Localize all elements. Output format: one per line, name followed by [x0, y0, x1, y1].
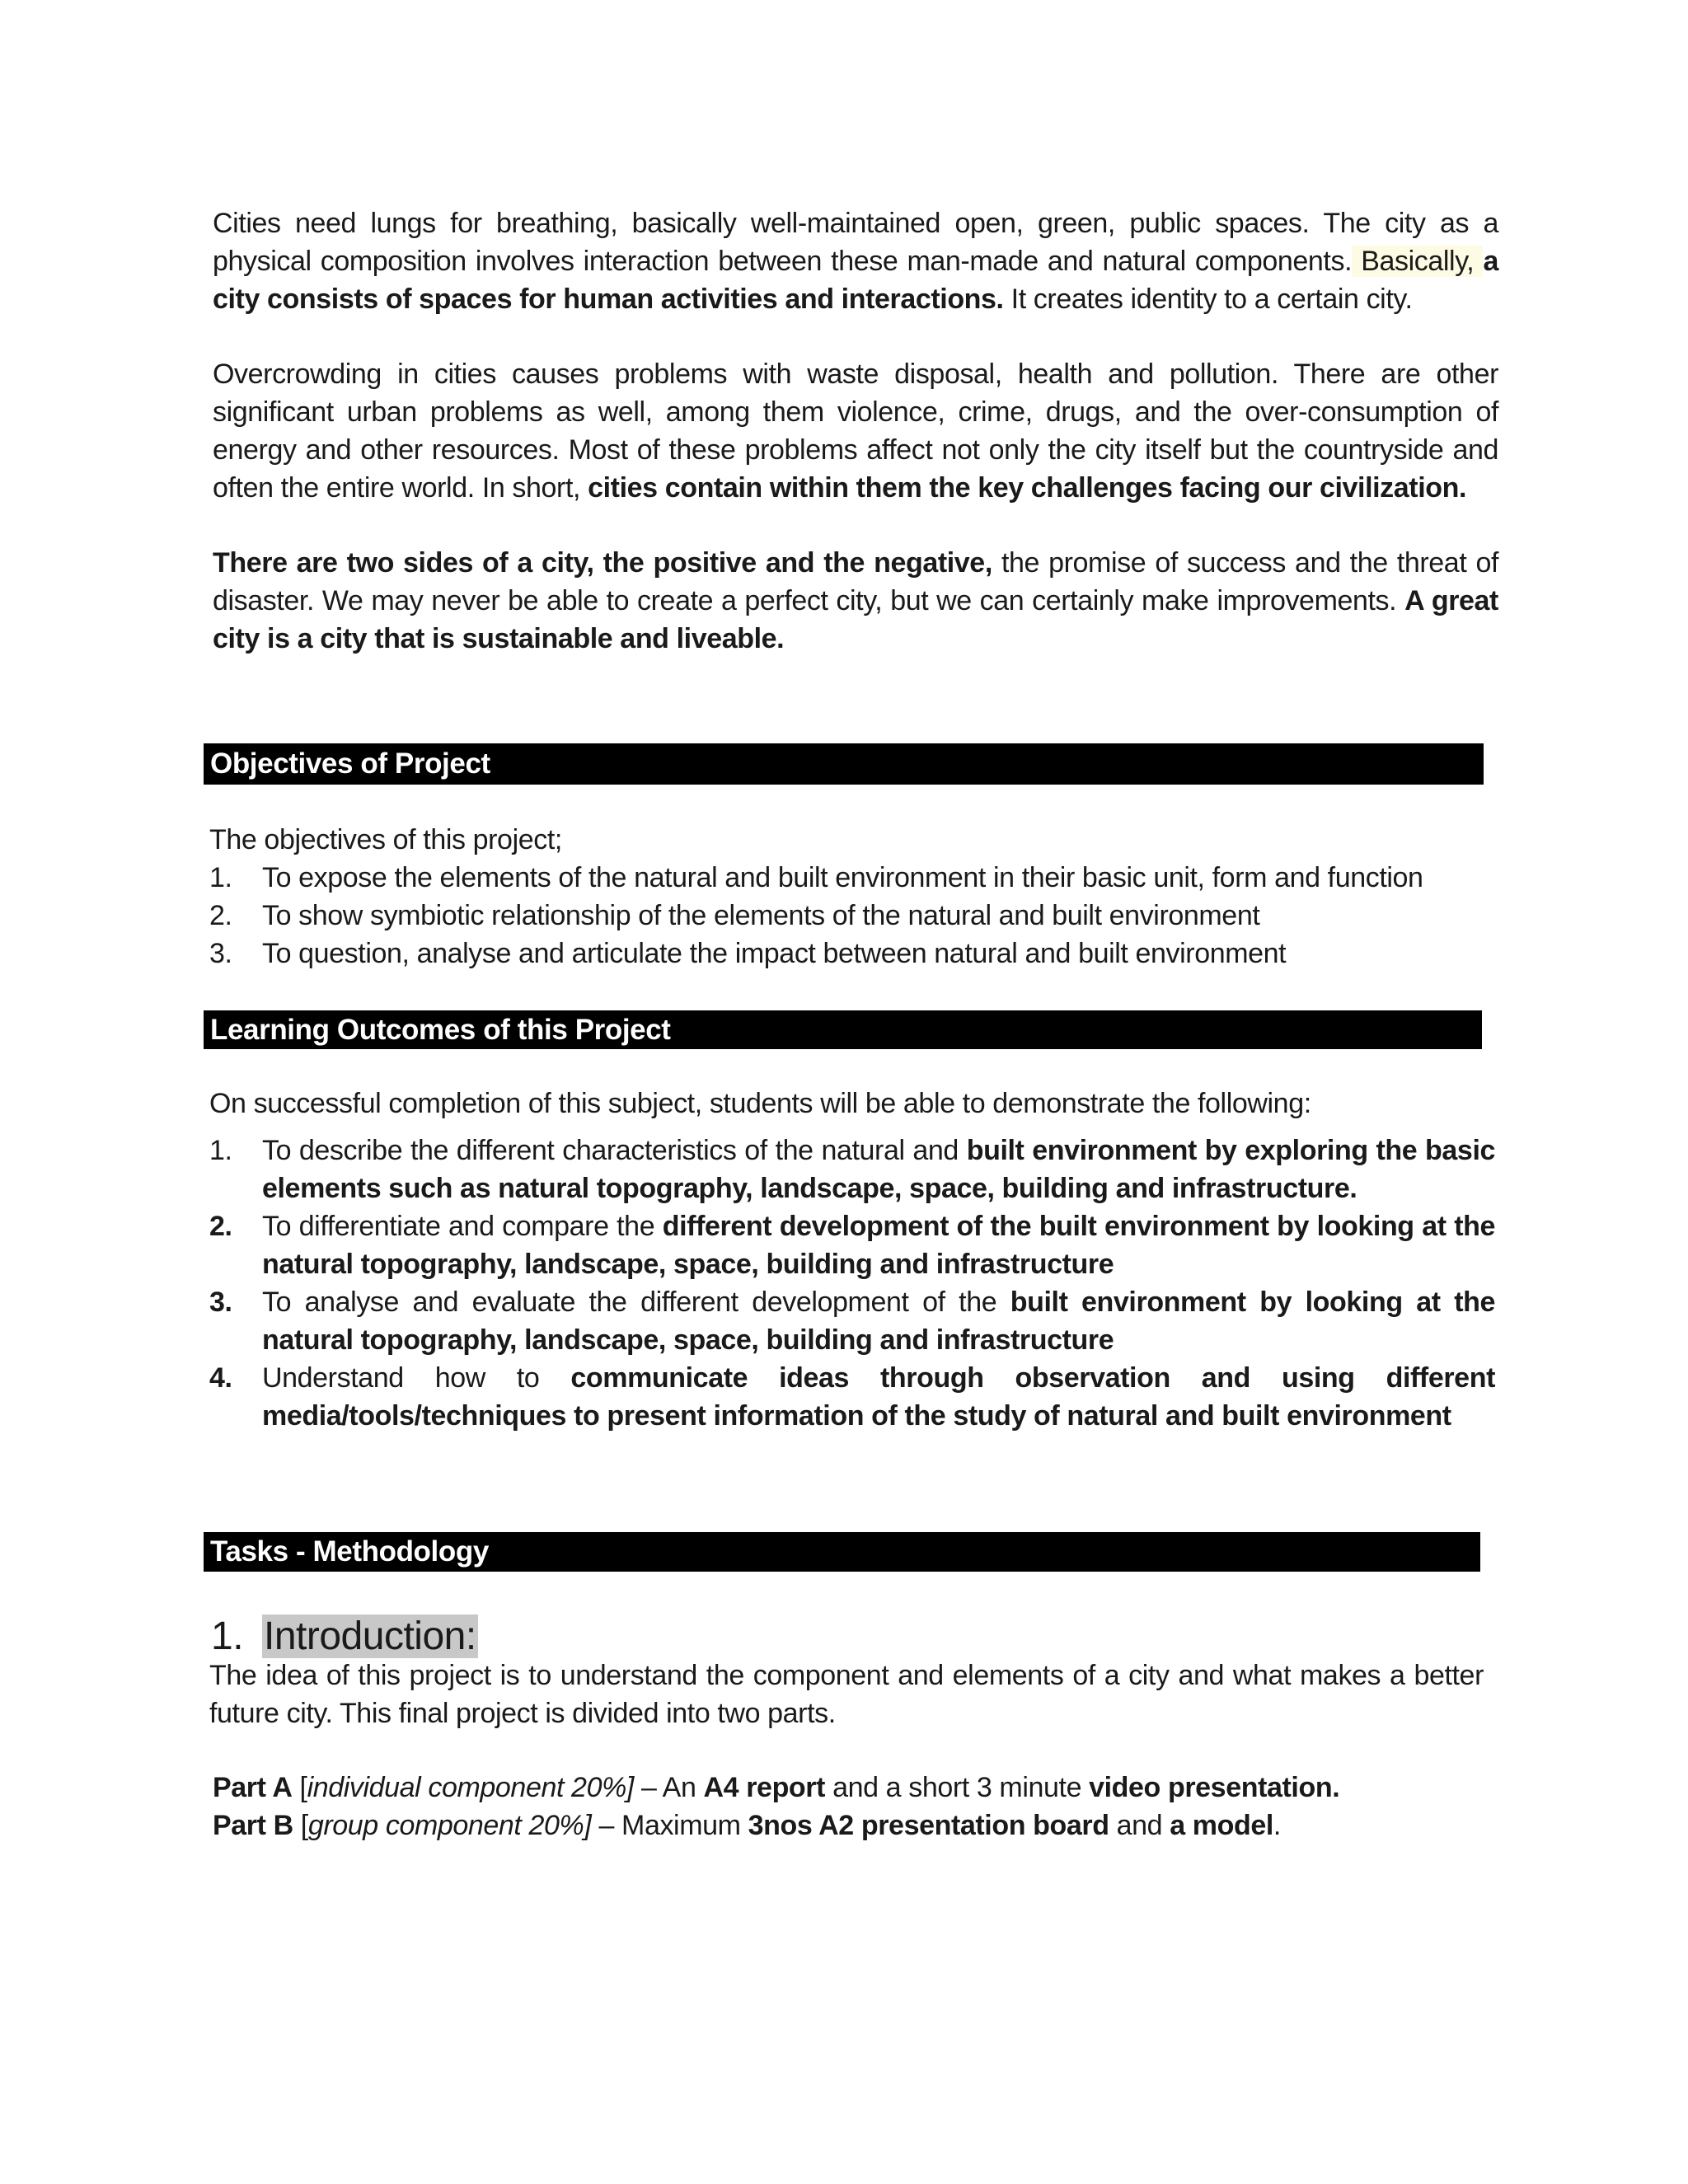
list-item-number: 1.	[209, 1135, 232, 1166]
list-item-number: 2.	[209, 900, 232, 931]
list-item-bold: built environment by looking at the natural topography, landscape, space, building and infrastructure	[262, 1286, 1495, 1356]
list-item	[209, 859, 1495, 897]
list-item-plain: Understand how to	[262, 1362, 571, 1394]
list-item	[209, 1359, 1495, 1435]
part-a-video: video presentation.	[1089, 1772, 1340, 1803]
list-item-plain: To describe the different characteristics of the natural and	[262, 1135, 967, 1166]
list-item-number: 1.	[209, 862, 232, 893]
part-a-component: individual component 20%]	[307, 1772, 634, 1803]
list-item-number: 2.	[209, 1211, 232, 1242]
list-item	[209, 897, 1495, 935]
list-item-number: 3.	[209, 1286, 232, 1318]
part-b-model: a model	[1170, 1810, 1273, 1841]
list-item-number: 4.	[209, 1362, 232, 1394]
part-b-dash: – Maximum	[591, 1810, 748, 1841]
learning-outcomes-list	[209, 1132, 1495, 1435]
objectives-heading: Objectives of Project	[204, 743, 1484, 785]
list-item-bold: communicate ideas through observation and using different media/tools/techniques to present information of the study of natural and built environment	[262, 1362, 1495, 1432]
intro-paragraph-2	[213, 355, 1498, 507]
list-item	[209, 1283, 1495, 1359]
part-b-mid: and	[1109, 1810, 1170, 1841]
part-a-label: Part A	[213, 1772, 293, 1803]
part-b-component: group component 20%]	[307, 1810, 592, 1841]
part-b-end: .	[1273, 1810, 1281, 1841]
part-a-mid: and a short 3 minute	[825, 1772, 1090, 1803]
list-item-plain: To differentiate and compare the	[262, 1211, 663, 1242]
intro-paragraph-1	[213, 204, 1498, 318]
list-item-number: 3.	[209, 938, 232, 969]
list-item-bold: built environment by exploring the basic elements such as natural topography, landscape, space, building and infrastructure.	[262, 1135, 1496, 1204]
part-b-label: Part B	[213, 1810, 293, 1841]
p3-bold-two-sides: There are two sides of a city, the positive and the negative,	[213, 547, 992, 579]
list-item-text: To show symbiotic relationship of the elements of the natural and built environment	[262, 900, 1260, 931]
p3-bold-great-city: A great city is a city that is sustainable and liveable.	[213, 585, 1498, 654]
p1-sentence-end: It creates identity to a certain city.	[1003, 284, 1413, 315]
tasks-heading: Tasks - Methodology	[204, 1532, 1480, 1572]
list-item	[209, 1132, 1495, 1207]
objectives-lead: The objectives of this project;	[209, 824, 562, 855]
p1-basically: Basically,	[1352, 246, 1484, 277]
p1-sentence-1: Cities need lungs for breathing, basically well-maintained open, green, public spaces. The city as a physical composition involves interaction between these man-made and natural components.	[213, 208, 1498, 277]
learning-outcomes-heading: Learning Outcomes of this Project	[204, 1010, 1482, 1049]
intro-paragraph-3	[213, 544, 1498, 658]
learning-outcomes-lead: On successful completion of this subject, students will be able to demonstrate the following:	[209, 1088, 1311, 1119]
part-a-line	[213, 1769, 1339, 1807]
section-number: 1.	[211, 1615, 244, 1658]
part-b-line	[213, 1807, 1281, 1844]
introduction-text: The idea of this project is to understand the component and elements of a city and what makes a better future city. This final project is divided into two parts.	[209, 1660, 1484, 1729]
section-title: Introduction:	[264, 1615, 476, 1658]
list-item-text: To expose the elements of the natural and built environment in their basic unit, form and function	[262, 862, 1423, 893]
list-item-plain: To analyse and evaluate the different development of the	[262, 1286, 1010, 1318]
list-item	[209, 1207, 1495, 1283]
section-introduction-heading	[211, 1612, 478, 1661]
objectives-list	[209, 859, 1495, 972]
part-b-open: [	[293, 1810, 308, 1841]
list-item-text: To question, analyse and articulate the impact between natural and built environment	[262, 938, 1287, 969]
list-item-bold: different development of the built environment by looking at the natural topography, landscape, space, building and infrastructure	[262, 1211, 1495, 1280]
part-b-board: 3nos A2 presentation board	[748, 1810, 1109, 1841]
part-a-open: [	[292, 1772, 307, 1803]
p1-bold-city-definition: a city consists of spaces for human activities and interactions.	[213, 246, 1498, 315]
part-a-dash: – An	[633, 1772, 704, 1803]
p2-bold-challenges: cities contain within them the key challenges facing our civilization.	[588, 472, 1467, 504]
p3-text: the promise of success and the threat of disaster. We may never be able to create a perfect city, but we can certainly make improvements.	[213, 547, 1499, 616]
list-item	[209, 935, 1495, 972]
p2-text: Overcrowding in cities causes problems with waste disposal, health and pollution. There are other significant urban problems as well, among them violence, crime, drugs, and the over-consumption of energy and other resources. Most of these problems affect not only the city itself but the countryside and often the entire world. In short,	[213, 359, 1498, 504]
part-a-report: A4 report	[703, 1772, 826, 1803]
